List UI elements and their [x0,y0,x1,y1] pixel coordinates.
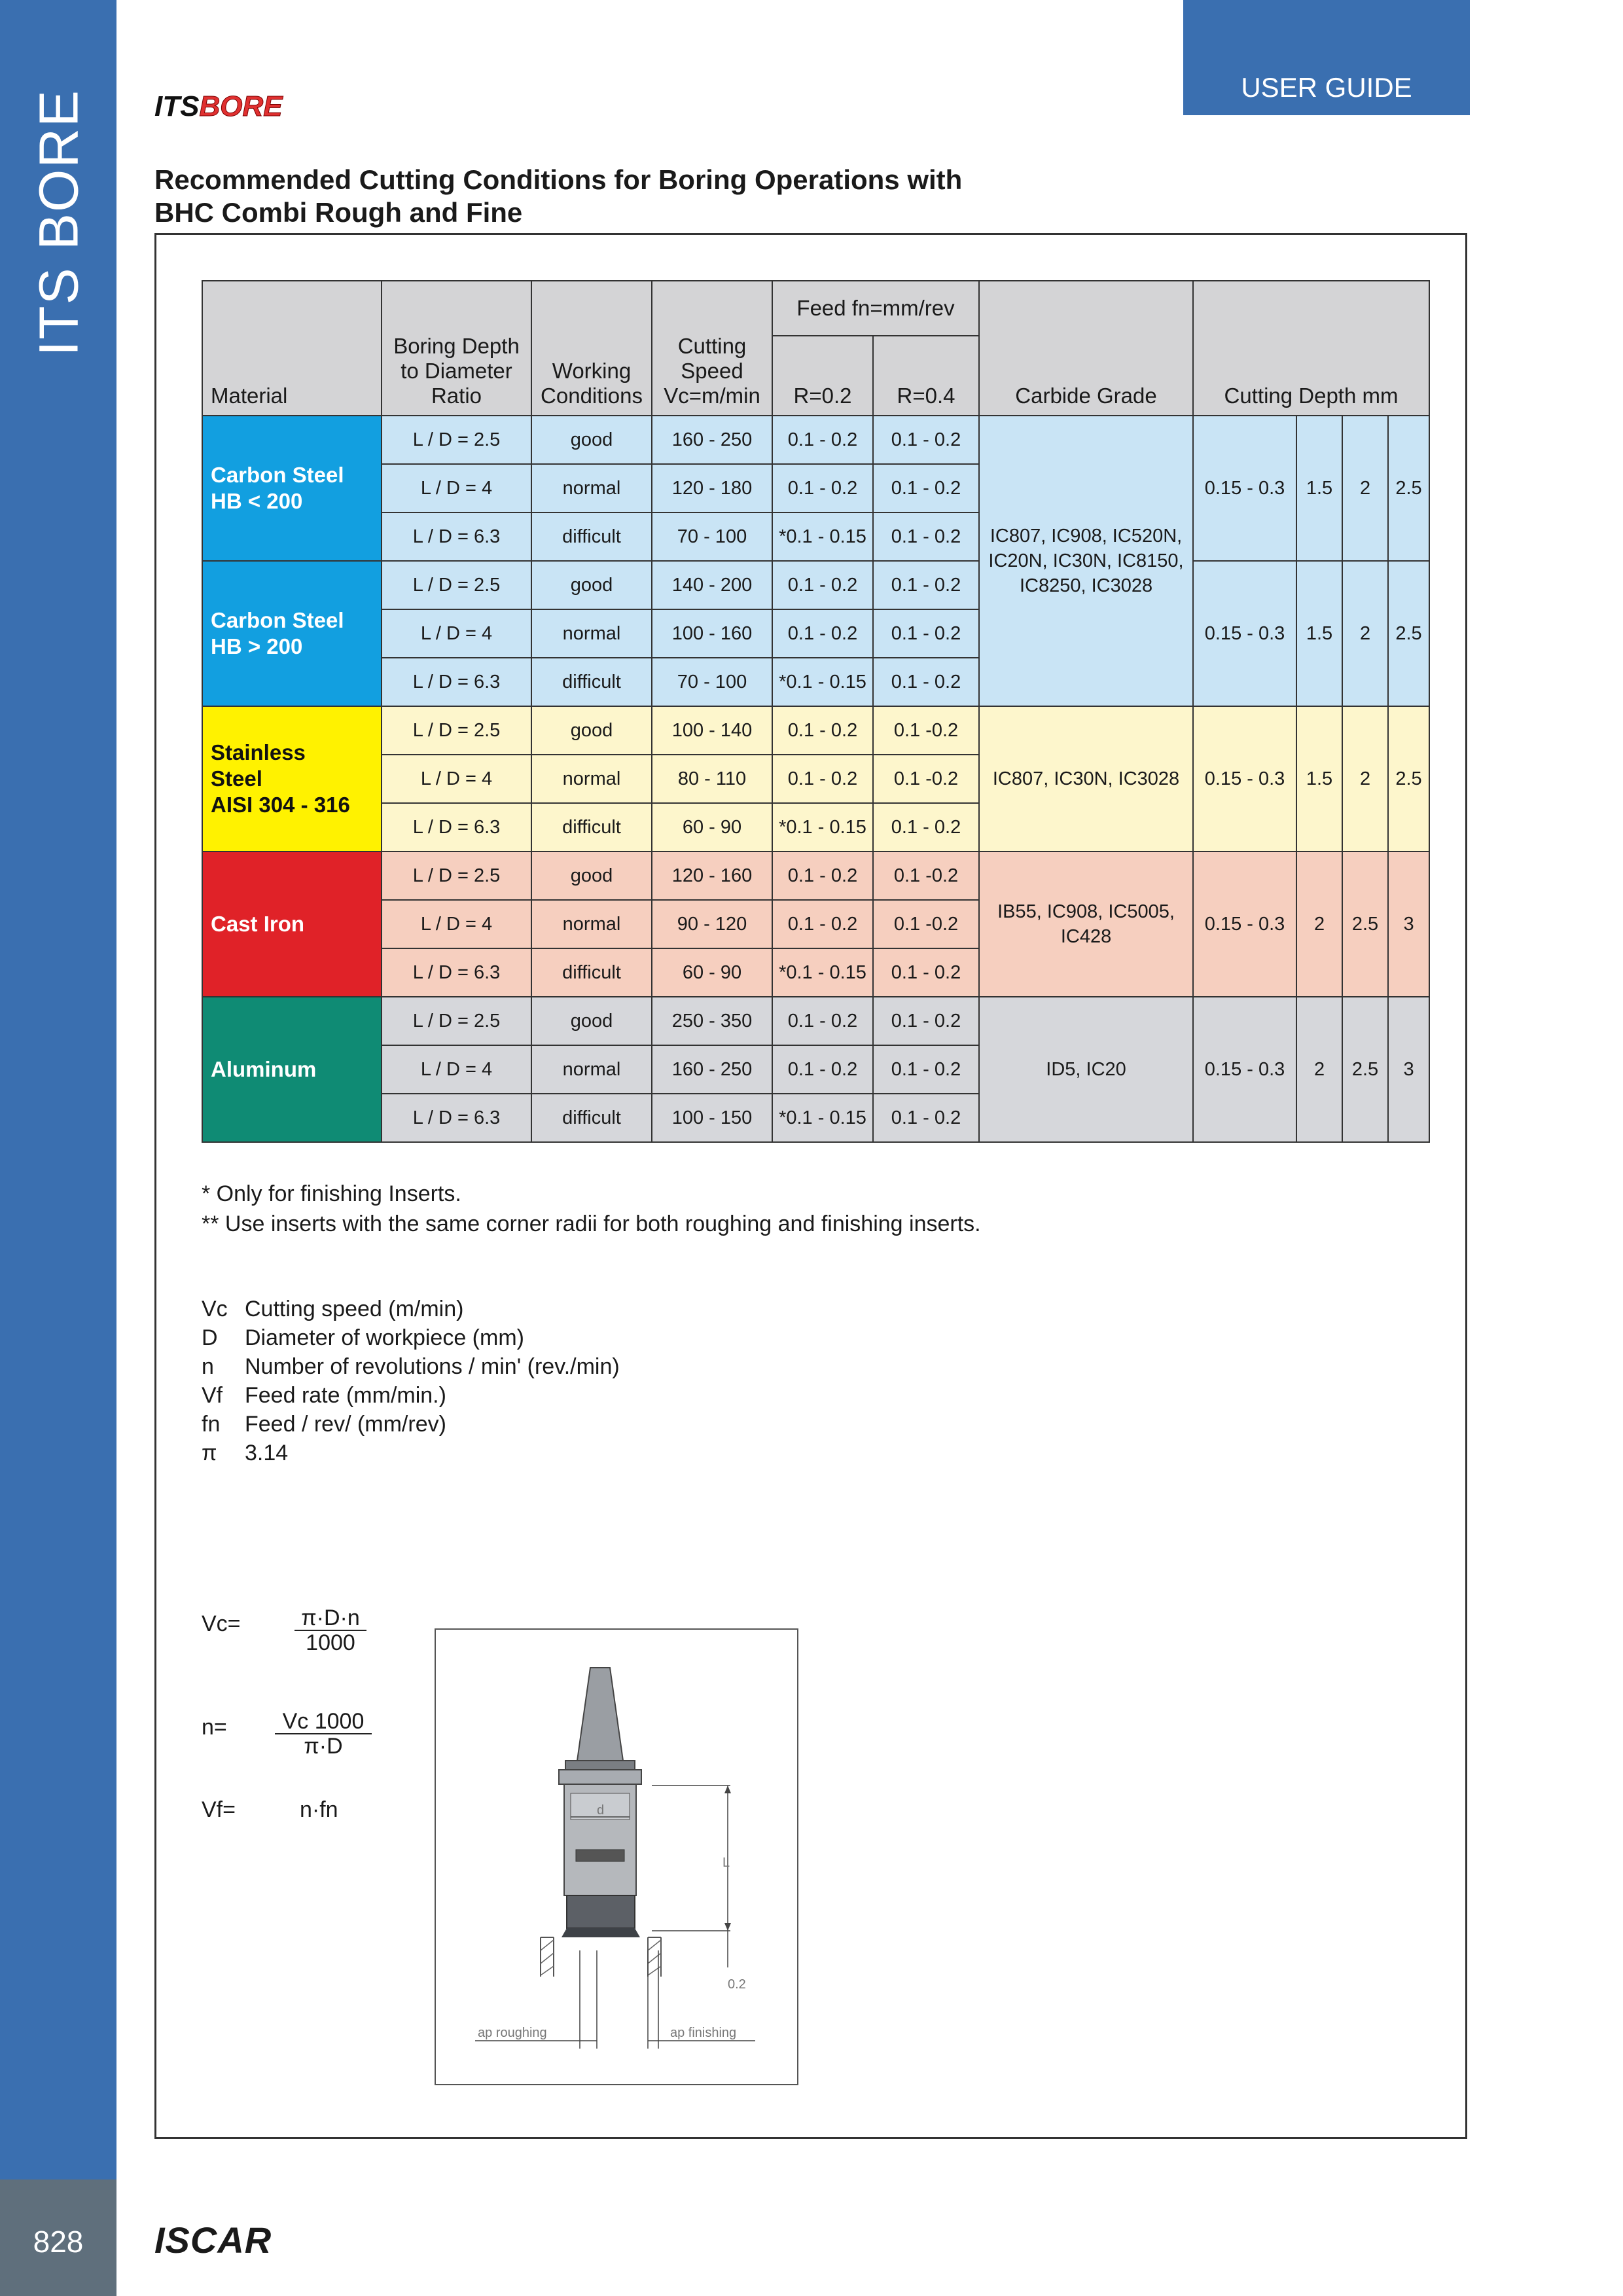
sidebar-title: ITS BORE [27,88,90,357]
cell-ld: L / D = 6.3 [382,512,531,561]
legend-row: D Diameter of workpiece (mm) [202,1325,524,1350]
user-guide-tab: USER GUIDE [1183,0,1470,115]
cell-grade-aluminum: ID5, IC20 [979,997,1193,1142]
material-aluminum: Aluminum [202,997,382,1142]
cell-vc: 70 - 100 [652,512,772,561]
header-r04: R=0.4 [873,336,979,416]
cell-depth: 1.5 [1296,706,1342,852]
header-boring-depth: Boring Depth to Diameter Ratio [382,281,531,416]
cell-ld: L / D = 4 [382,609,531,658]
drawing-label-ap-finishing: ap finishing [670,2026,737,2040]
cell-depth: 1.5 [1296,561,1342,706]
legend-row: fn Feed / rev/ (mm/rev) [202,1412,446,1437]
boring-tool-illustration [436,1630,797,2084]
cell-vc: 90 - 120 [652,900,772,948]
cell-condition: good [531,561,652,609]
cell-vc: 80 - 110 [652,755,772,803]
cell-depth: 0.15 - 0.3 [1193,706,1296,852]
cell-depth: 3 [1388,852,1429,997]
cell-grade-carbon-steel: IC807, IC908, IC520N, IC20N, IC30N, IC8150, IC8250, IC3028 [979,416,1193,706]
cell-vc: 160 - 250 [652,1045,772,1094]
header-material: Material [202,281,382,416]
formula-vf-label: Vf= [202,1797,236,1822]
cell-ld: L / D = 6.3 [382,658,531,706]
cell-r04: 0.1 - 0.2 [873,561,979,609]
cell-r02: 0.1 - 0.2 [772,997,873,1045]
cell-r02: 0.1 - 0.2 [772,755,873,803]
cell-condition: difficult [531,803,652,852]
cell-r04: 0.1 - 0.2 [873,512,979,561]
cell-depth: 2 [1342,706,1388,852]
cell-vc: 160 - 250 [652,416,772,464]
cell-vc: 140 - 200 [652,561,772,609]
legend-row: π 3.14 [202,1441,289,1465]
cell-r02: *0.1 - 0.15 [772,658,873,706]
cell-r04: 0.1 -0.2 [873,755,979,803]
cell-ld: L / D = 4 [382,900,531,948]
cell-r04: 0.1 - 0.2 [873,464,979,512]
cell-ld: L / D = 2.5 [382,706,531,755]
cell-depth: 2 [1296,852,1342,997]
cell-condition: normal [531,755,652,803]
cell-ld: L / D = 2.5 [382,852,531,900]
page-title [154,164,962,229]
cell-r04: 0.1 -0.2 [873,852,979,900]
cell-vc: 100 - 140 [652,706,772,755]
table-row [202,416,1429,464]
cell-depth: 0.15 - 0.3 [1193,852,1296,997]
cell-r02: 0.1 - 0.2 [772,464,873,512]
cell-depth: 2 [1342,561,1388,706]
cell-r04: 0.1 - 0.2 [873,1045,979,1094]
cell-ld: L / D = 2.5 [382,416,531,464]
material-stainless-steel: Stainless Steel AISI 304 - 316 [202,706,382,852]
cell-r02: *0.1 - 0.15 [772,948,873,997]
cell-condition: difficult [531,1094,652,1142]
cell-r02: 0.1 - 0.2 [772,706,873,755]
material-cast-iron: Cast Iron [202,852,382,997]
formula-vc-label: Vc= [202,1611,241,1636]
cutting-conditions-table [202,280,1430,1143]
cell-ld: L / D = 2.5 [382,561,531,609]
drawing-label-02: 0.2 [728,1977,746,1992]
formula-vf-expression: n·fn [300,1797,338,1822]
cell-ld: L / D = 4 [382,464,531,512]
cell-condition: difficult [531,658,652,706]
cell-r04: 0.1 - 0.2 [873,948,979,997]
cell-condition: normal [531,464,652,512]
material-carbon-steel-soft: Carbon Steel HB < 200 [202,416,382,561]
symbol-legend [202,1295,620,1467]
boring-tool-drawing [435,1628,798,2085]
cell-depth: 2.5 [1342,852,1388,997]
cell-vc: 100 - 150 [652,1094,772,1142]
cell-r04: 0.1 - 0.2 [873,609,979,658]
cell-r04: 0.1 - 0.2 [873,803,979,852]
table-row [202,706,1429,755]
cell-r04: 0.1 - 0.2 [873,416,979,464]
cell-r04: 0.1 - 0.2 [873,1094,979,1142]
cell-r04: 0.1 -0.2 [873,706,979,755]
cell-r04: 0.1 - 0.2 [873,658,979,706]
cell-grade-stainless: IC807, IC30N, IC3028 [979,706,1193,852]
cell-ld: L / D = 6.3 [382,1094,531,1142]
cell-vc: 70 - 100 [652,658,772,706]
cell-condition: difficult [531,948,652,997]
cell-depth: 2 [1296,997,1342,1142]
cell-vc: 250 - 350 [652,997,772,1045]
drawing-label-d: d [597,1803,605,1818]
cell-depth: 2 [1342,416,1388,561]
cell-vc: 60 - 90 [652,803,772,852]
formula-n-fraction: $\frac{Vc 1000}{\pi\cdot D}$ [275,1710,372,1758]
cell-grade-cast-iron: IB55, IC908, IC5005, IC428 [979,852,1193,997]
cell-depth: 0.15 - 0.3 [1193,416,1296,561]
cell-r02: 0.1 - 0.2 [772,416,873,464]
header-cutting-depth: Cutting Depth mm [1193,281,1429,416]
cell-depth: 2.5 [1342,997,1388,1142]
cell-condition: normal [531,900,652,948]
cell-r02: 0.1 - 0.2 [772,900,873,948]
header-carbide-grade: Carbide Grade [979,281,1193,416]
cell-depth: 2.5 [1388,561,1429,706]
cell-condition: normal [531,609,652,658]
cell-depth: 2.5 [1388,706,1429,852]
cell-ld: L / D = 6.3 [382,803,531,852]
legend-row: Vf Feed rate (mm/min.) [202,1383,446,1408]
cell-condition: good [531,997,652,1045]
cell-r02: *0.1 - 0.15 [772,1094,873,1142]
table-row [202,997,1429,1045]
header-working-conditions: Working Conditions [531,281,652,416]
legend-row: Vc Cutting speed (m/min) [202,1297,464,1321]
formula-n-label: n= [202,1715,227,1740]
cell-r02: 0.1 - 0.2 [772,1045,873,1094]
cell-r04: 0.1 -0.2 [873,900,979,948]
cell-r02: *0.1 - 0.15 [772,803,873,852]
cell-vc: 120 - 160 [652,852,772,900]
cell-depth: 2.5 [1388,416,1429,561]
cell-condition: good [531,852,652,900]
legend-row: n Number of revolutions / min' (rev./min) [202,1354,620,1379]
cell-ld: L / D = 4 [382,755,531,803]
drawing-label-ap-roughing: ap roughing [478,2026,547,2040]
table-row [202,852,1429,900]
page-title-line2: BHC Combi Rough and Fine [154,197,523,228]
cell-ld: L / D = 2.5 [382,997,531,1045]
material-carbon-steel-hard: Carbon Steel HB > 200 [202,561,382,706]
header-feed: Feed fn=mm/rev [772,281,979,336]
cell-depth: 0.15 - 0.3 [1193,997,1296,1142]
cell-ld: L / D = 6.3 [382,948,531,997]
cell-r02: 0.1 - 0.2 [772,561,873,609]
page-number: 828 [33,2225,84,2259]
cell-condition: good [531,706,652,755]
cell-r02: *0.1 - 0.15 [772,512,873,561]
cell-condition: difficult [531,512,652,561]
footnote-corner-radii: ** Use inserts with the same corner radii for both roughing and finishing inserts. [202,1211,981,1236]
cell-vc: 100 - 160 [652,609,772,658]
header-cutting-speed: Cutting Speed Vc=m/min [652,281,772,416]
drawing-label-L: L [722,1856,730,1870]
footnote-finishing: * Only for finishing Inserts. [202,1181,461,1206]
cell-r02: 0.1 - 0.2 [772,609,873,658]
header-r02: R=0.2 [772,336,873,416]
page-title-line1: Recommended Cutting Conditions for Boring Operations with [154,164,963,195]
cell-vc: 60 - 90 [652,948,772,997]
table-row [202,561,1429,609]
cell-r04: 0.1 - 0.2 [873,997,979,1045]
cell-ld: L / D = 4 [382,1045,531,1094]
cell-depth: 3 [1388,997,1429,1142]
cell-depth: 1.5 [1296,416,1342,561]
cell-depth: 0.15 - 0.3 [1193,561,1296,706]
cell-vc: 120 - 180 [652,464,772,512]
formula-vc-fraction: $\frac{\pi\cdot D\cdot n}{1000}$ [294,1606,366,1655]
cell-condition: good [531,416,652,464]
cell-r02: 0.1 - 0.2 [772,852,873,900]
brand-logo: ISCAR [154,2219,272,2261]
cell-condition: normal [531,1045,652,1094]
product-logo: ITSBORE [154,90,283,122]
